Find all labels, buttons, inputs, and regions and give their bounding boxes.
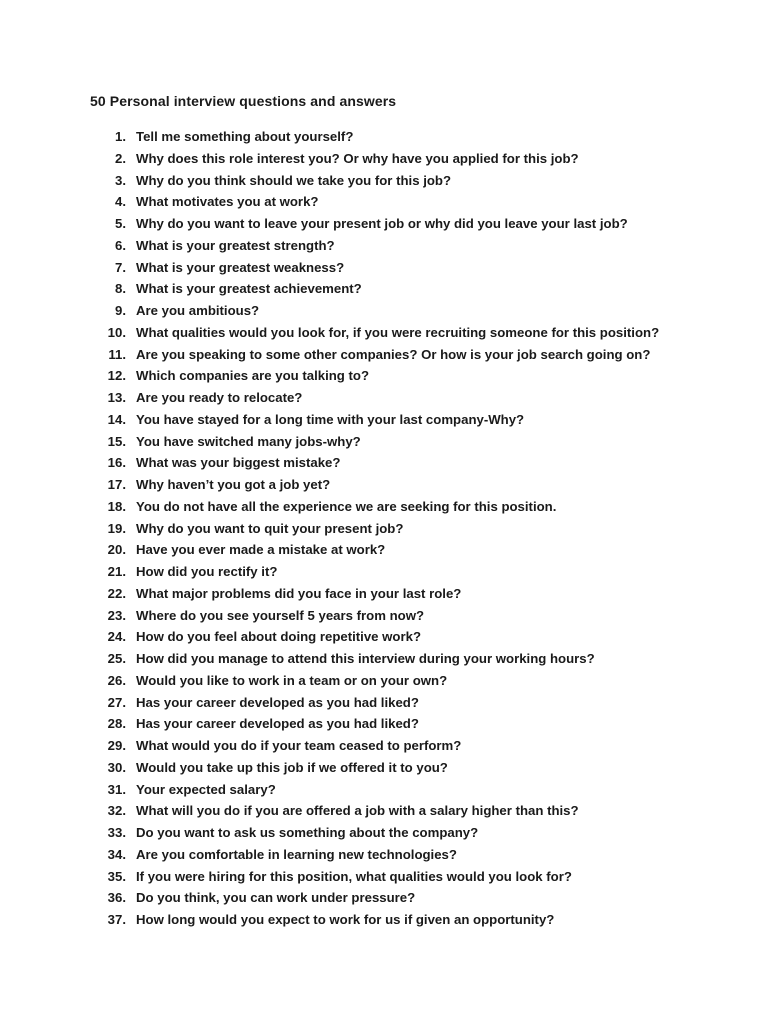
question-text: Has your career developed as you had liked? (136, 716, 419, 732)
question-number: 35. (107, 868, 126, 884)
question-number: 18. (107, 498, 126, 514)
document-title: 50 Personal interview questions and answers (90, 93, 397, 109)
question-text: Why do you think should we take you for this job? (136, 172, 452, 188)
question-number: 36. (107, 890, 126, 906)
question-number: 27. (107, 694, 126, 710)
question-number: 24. (107, 629, 126, 645)
question-number: 8. (115, 281, 126, 297)
question-text: Would you take up this job if we offered it to you? (136, 759, 448, 775)
question-text: Tell me something about yourself? (136, 129, 354, 144)
question-text: What was your biggest mistake? (136, 455, 341, 471)
question-number: 7. (115, 259, 126, 275)
question-text: What is your greatest weakness? (136, 259, 345, 275)
question-text: Why do you want to leave your present job or why did you leave your last job? (136, 216, 628, 231)
question-text: Do you want to ask us something about the company? (136, 825, 479, 840)
question-text: What qualities would you look for, if you were recruiting someone for this position? (136, 324, 660, 340)
question-text: How did you manage to attend this interview during your working hours? (136, 651, 595, 666)
question-text: Are you ready to relocate? (136, 390, 303, 405)
question-text: How did you rectify it? (136, 564, 278, 579)
question-number: 26. (107, 672, 126, 688)
question-number: 30. (107, 759, 126, 775)
question-number: 19. (107, 520, 126, 536)
question-text: Are you ambitious? (136, 303, 260, 318)
question-text: Your expected salary? (136, 781, 276, 797)
question-number: 1. (115, 129, 126, 144)
question-text: You do not have all the experience we are seeking for this position. (136, 498, 557, 514)
question-number: 5. (115, 216, 126, 231)
question-number: 37. (107, 912, 126, 927)
question-number: 12. (107, 368, 126, 384)
question-number: 9. (115, 303, 126, 318)
question-number: 4. (115, 194, 126, 210)
question-text: You have stayed for a long time with your last company-Why? (136, 411, 525, 427)
question-number: 21. (107, 564, 126, 579)
question-text: Are you comfortable in learning new technologies? (136, 846, 457, 862)
question-text: What is your greatest strength? (136, 237, 335, 253)
question-text: Why do you want to quit your present job? (136, 520, 404, 536)
question-number: 3. (115, 172, 126, 188)
question-number: 22. (107, 585, 126, 601)
question-text: Why haven’t you got a job yet? (136, 477, 331, 492)
question-text: Why does this role interest you? Or why have you applied for this job? (136, 150, 579, 166)
question-number: 23. (107, 607, 126, 623)
question-text: If you were hiring for this position, what qualities would you look for? (136, 868, 572, 884)
question-text: Has your career developed as you had liked? (136, 694, 419, 710)
question-number: 34. (107, 846, 126, 862)
question-text: What motivates you at work? (136, 194, 319, 210)
question-text: Do you think, you can work under pressure? (136, 890, 416, 906)
question-text: How do you feel about doing repetitive work? (136, 629, 422, 645)
question-text: You have switched many jobs-why? (136, 433, 361, 449)
question-number: 11. (108, 346, 126, 362)
question-number: 13. (107, 390, 126, 405)
question-text: What major problems did you face in your last role? (136, 585, 462, 601)
question-number: 15. (107, 433, 126, 449)
question-number: 33. (107, 825, 126, 840)
question-text: What would you do if your team ceased to perform? (136, 738, 462, 753)
question-number: 25. (107, 651, 126, 666)
question-number: 17. (107, 477, 126, 492)
question-number: 28. (107, 716, 126, 732)
question-number: 31. (107, 781, 126, 797)
question-number: 14. (107, 411, 126, 427)
question-text: Would you like to work in a team or on your own? (136, 672, 448, 688)
question-number: 6. (115, 237, 126, 253)
question-text: How long would you expect to work for us if given an opportunity? (136, 912, 555, 927)
question-number: 2. (115, 150, 126, 166)
question-text: Have you ever made a mistake at work? (136, 542, 386, 558)
question-number: 16. (107, 455, 126, 471)
question-number: 20. (107, 542, 126, 558)
question-number: 10. (107, 324, 126, 340)
question-text: Which companies are you talking to? (136, 368, 370, 384)
question-number: 32. (107, 803, 126, 819)
question-text: Where do you see yourself 5 years from now? (136, 607, 425, 623)
question-text: Are you speaking to some other companies? Or how is your job search going on? (136, 346, 651, 362)
question-number: 29. (107, 738, 126, 753)
question-text: What is your greatest achievement? (136, 281, 362, 297)
question-text: What will you do if you are offered a job with a salary higher than this? (136, 803, 579, 819)
